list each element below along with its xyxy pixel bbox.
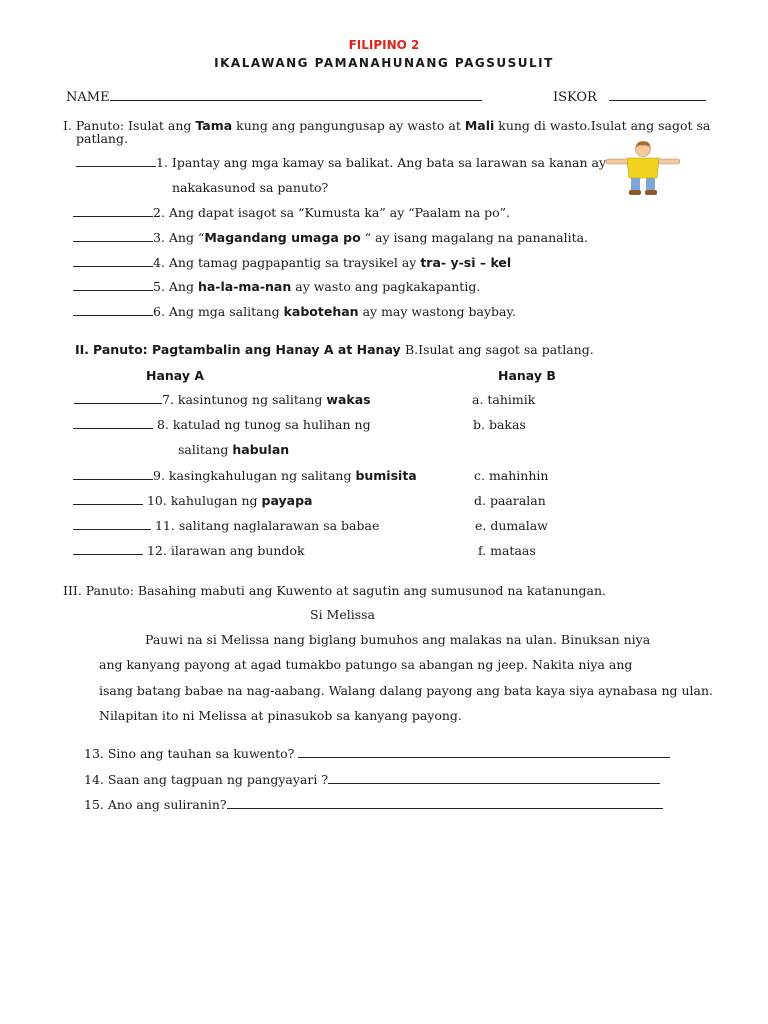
question-text: 15. Ano ang suliranin? bbox=[84, 797, 227, 812]
part3-instructions bbox=[63, 583, 606, 598]
item-text: “ ay isang magalang na pananalita. bbox=[360, 230, 589, 245]
name-label: NAME bbox=[66, 90, 110, 105]
match-left-text: 12. ilarawan ang bundok bbox=[143, 543, 305, 558]
match-row bbox=[73, 543, 305, 558]
answer-blank[interactable] bbox=[73, 519, 151, 530]
part3-instr-text: Panuto: Basahing mabuti ang Kuwento at sagutin ang sumusunod na katanungan. bbox=[85, 583, 606, 598]
question-row bbox=[84, 772, 660, 787]
part2-instr-bold: Pagtambalin ang Hanay A at Hanay bbox=[152, 342, 405, 357]
part1-instructions bbox=[63, 118, 710, 133]
name-blank[interactable] bbox=[110, 90, 482, 101]
answer-blank[interactable] bbox=[328, 773, 660, 784]
item-bold: Magandang umaga po bbox=[204, 230, 361, 245]
score-blank[interactable] bbox=[609, 90, 706, 101]
answer-blank[interactable] bbox=[73, 280, 153, 291]
mali-keyword: Mali bbox=[464, 118, 495, 133]
match-left-text: salitang bbox=[178, 442, 233, 457]
story-line: Pauwi na si Melissa nang biglang bumuhos ang malakas na ulan. Binuksan niya bbox=[145, 632, 651, 647]
answer-blank[interactable] bbox=[227, 798, 663, 809]
answer-blank[interactable] bbox=[73, 206, 153, 217]
exam-title: IKALAWANG PAMANAHUNANG PAGSUSULIT bbox=[214, 56, 554, 70]
match-right-text: b. bakas bbox=[473, 417, 526, 432]
name-field[interactable] bbox=[66, 90, 482, 105]
item-text: 1. Ipantay ang mga kamay sa balikat. Ang bata sa larawan sa kanan ay bbox=[156, 155, 607, 170]
match-right-text: c. mahinhin bbox=[474, 468, 549, 483]
match-row bbox=[73, 518, 379, 533]
answer-blank[interactable] bbox=[73, 256, 153, 267]
item-text: ay may wastong baybay. bbox=[358, 304, 516, 319]
column-header-a bbox=[146, 368, 204, 383]
answer-blank[interactable] bbox=[73, 418, 153, 429]
answer-blank[interactable] bbox=[76, 156, 156, 167]
answer-blank[interactable] bbox=[73, 305, 153, 316]
item-bold: kabotehan bbox=[283, 304, 359, 319]
question-row bbox=[84, 746, 670, 761]
item-row bbox=[73, 279, 480, 294]
column-header-b bbox=[498, 368, 556, 383]
part2-numeral: II. bbox=[75, 342, 90, 357]
score-field[interactable] bbox=[553, 90, 706, 105]
item-bold: ha-la-ma-nan bbox=[197, 279, 292, 294]
answer-blank[interactable] bbox=[74, 393, 162, 404]
match-left-text: 9. kasingkahulugan ng salitang bbox=[153, 468, 356, 483]
match-right-text: a. tahimik bbox=[472, 392, 536, 407]
match-right-text: e. dumalaw bbox=[475, 518, 548, 533]
match-row bbox=[73, 493, 312, 508]
item-bold: tra- y-si – kel bbox=[420, 255, 512, 270]
story-line: Nilapitan ito ni Melissa at pinasukob sa kanyang payong. bbox=[99, 708, 462, 723]
item-row bbox=[73, 205, 510, 220]
column-label: Hanay A bbox=[146, 368, 205, 383]
subject-heading: FILIPINO 2 bbox=[348, 38, 420, 52]
answer-blank[interactable] bbox=[73, 544, 143, 555]
match-right-text: d. paaralan bbox=[474, 493, 546, 508]
part1-instructions-cont: patlang. bbox=[76, 131, 128, 146]
answer-blank[interactable] bbox=[298, 747, 670, 758]
question-text: 13. Sino ang tauhan sa kuwento? bbox=[84, 746, 299, 761]
match-left-bold: bumisita bbox=[355, 468, 417, 483]
match-left-cont bbox=[178, 442, 289, 457]
part1-instr-text: kung ang pangungusap ay wasto at bbox=[232, 118, 465, 133]
child-arms-out-icon bbox=[606, 140, 680, 196]
part3-numeral: III. bbox=[63, 583, 82, 598]
part1-instr-text: kung di wasto.Isulat ang sagot sa bbox=[494, 118, 711, 133]
match-row bbox=[74, 392, 371, 407]
match-row bbox=[73, 417, 371, 432]
match-right-text: f. mataas bbox=[478, 543, 536, 558]
item-text: 5. Ang bbox=[153, 279, 198, 294]
part2-instr-text: Panuto: bbox=[93, 342, 153, 357]
score-label: ISKOR bbox=[553, 90, 597, 105]
answer-blank[interactable] bbox=[73, 231, 153, 242]
item-text: 6. Ang mga salitang bbox=[153, 304, 284, 319]
match-left-bold: wakas bbox=[326, 392, 371, 407]
part2-instructions bbox=[75, 342, 594, 357]
item-text: ay wasto ang pagkakapantig. bbox=[291, 279, 481, 294]
match-left-text: 11. salitang naglalarawan sa babae bbox=[151, 518, 380, 533]
match-left-bold: habulan bbox=[232, 442, 290, 457]
story-title: Si Melissa bbox=[310, 607, 376, 622]
match-row bbox=[73, 468, 417, 483]
match-left-text: 10. kahulugan ng bbox=[143, 493, 262, 508]
question-row bbox=[84, 797, 663, 812]
item-text: 3. Ang “ bbox=[153, 230, 205, 245]
item-text-cont: nakakasunod sa panuto? bbox=[172, 180, 329, 195]
item-row bbox=[73, 255, 511, 270]
item-row bbox=[73, 304, 516, 319]
part2-instr-text: B.Isulat ang sagot sa patlang. bbox=[405, 342, 594, 357]
tama-keyword: Tama bbox=[195, 118, 233, 133]
story-line: ang kanyang payong at agad tumakbo patungo sa abangan ng jeep. Nakita niya ang bbox=[99, 657, 633, 672]
match-left-text: 8. katulad ng tunog sa hulihan ng bbox=[153, 417, 371, 432]
story-line: isang batang babae na nag-aabang. Walang dalang payong ang bata kaya siya aynabasa ng ulan. bbox=[99, 683, 714, 698]
part1-instr-text: Panuto: Isulat ang bbox=[75, 118, 196, 133]
item-text: 4. Ang tamag pagpapantig sa traysikel ay bbox=[153, 255, 421, 270]
match-left-text: 7. kasintunog ng salitang bbox=[162, 392, 327, 407]
column-label: Hanay B bbox=[498, 368, 556, 383]
item-text: 2. Ang dapat isagot sa “Kumusta ka” ay “Paalam na po”. bbox=[153, 205, 511, 220]
item-row bbox=[76, 155, 606, 170]
answer-blank[interactable] bbox=[73, 494, 143, 505]
question-text: 14. Saan ang tagpuan ng pangyayari ? bbox=[84, 772, 329, 787]
match-left-bold: payapa bbox=[261, 493, 313, 508]
item-row bbox=[73, 230, 588, 245]
part1-numeral: I. bbox=[63, 118, 72, 133]
answer-blank[interactable] bbox=[73, 469, 153, 480]
